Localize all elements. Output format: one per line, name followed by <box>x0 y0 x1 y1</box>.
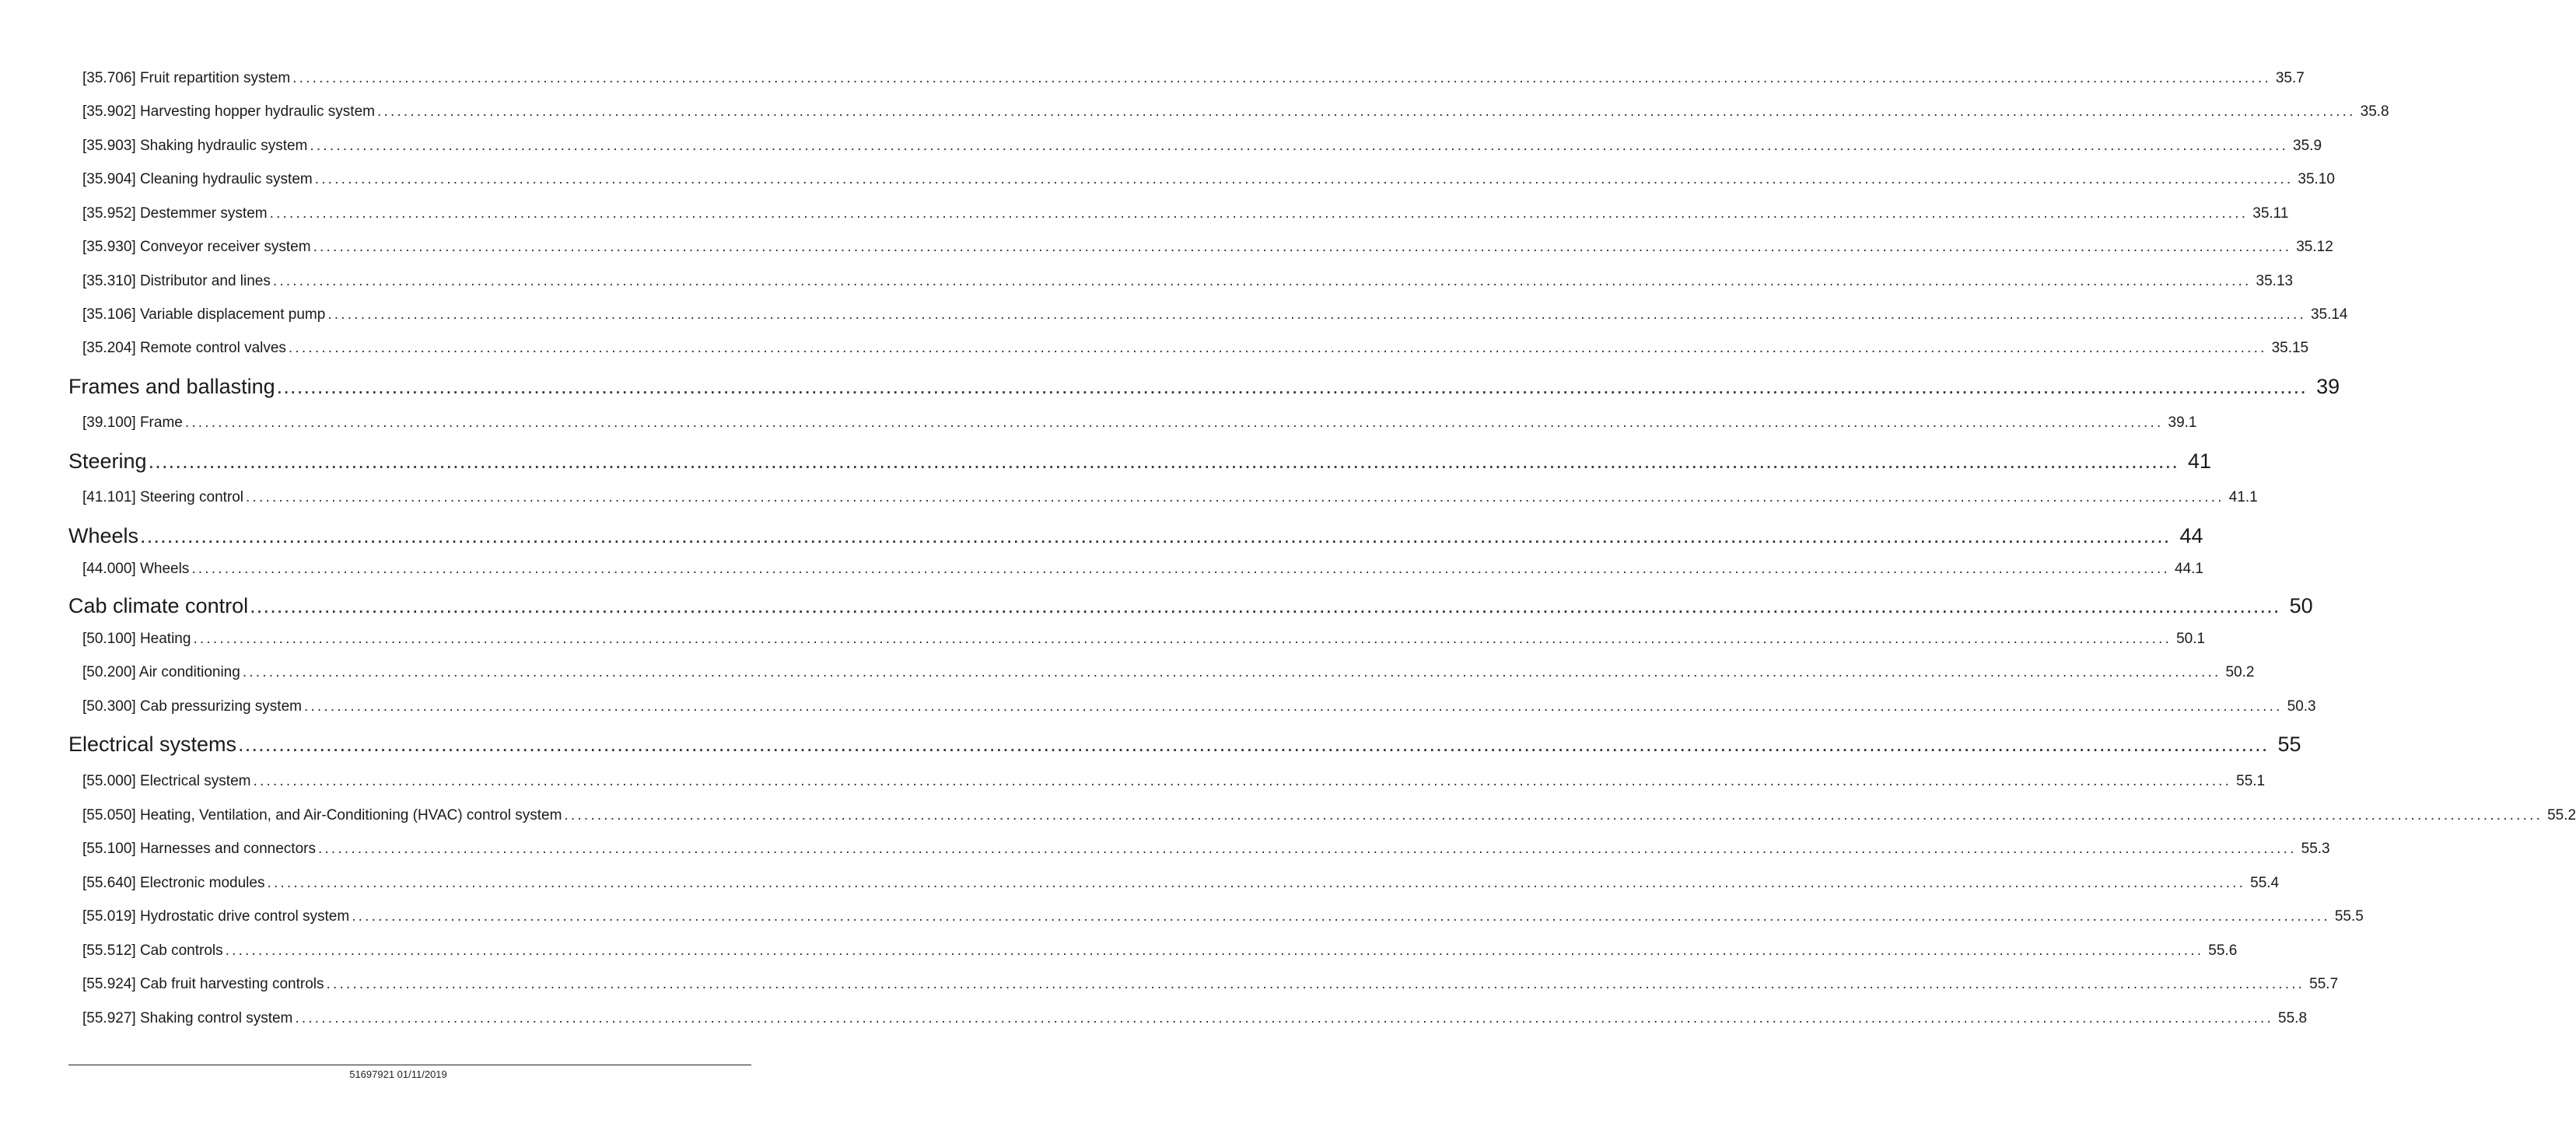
toc-chapter-title: Wheels <box>68 524 139 547</box>
toc-entry[interactable] <box>82 103 2389 121</box>
toc-entry[interactable] <box>82 1009 2308 1028</box>
toc-entry-page: 35.8 <box>2360 103 2389 120</box>
toc-chapter-page: 44 <box>2179 524 2203 547</box>
toc-entry[interactable] <box>82 806 2576 825</box>
dot-leader: ............................................................................................................................................................................................................................................................................................................ <box>295 1010 2274 1026</box>
dot-leader: ............................................................................................................................................................................................................................................................................................................ <box>250 594 2280 617</box>
toc-entry-page: 44.1 <box>2174 561 2203 577</box>
toc-chapter[interactable] <box>68 731 2301 757</box>
toc-entry-page: 55.6 <box>2208 942 2238 959</box>
toc-entry[interactable] <box>82 907 2364 926</box>
toc-entry-title: [39.100] Frame <box>82 414 183 431</box>
toc-chapter-title: Steering <box>68 449 147 473</box>
dot-leader: ............................................................................................................................................................................................................................................................................................................ <box>191 561 2170 577</box>
dot-leader: ............................................................................................................................................................................................................................................................................................................ <box>303 698 2283 715</box>
toc-chapter-page: 41 <box>2188 449 2212 473</box>
toc-entry[interactable] <box>82 630 2206 649</box>
dot-leader: ............................................................................................................................................................................................................................................................................................................ <box>292 70 2271 86</box>
dot-leader: ............................................................................................................................................................................................................................................................................................................ <box>327 306 2306 323</box>
toc-entry-title: [55.100] Harnesses and connectors <box>82 841 316 857</box>
dot-leader: ............................................................................................................................................................................................................................................................................................................ <box>246 489 2224 505</box>
toc-entry-page: 35.7 <box>2275 70 2305 86</box>
toc-chapter[interactable] <box>68 523 2203 549</box>
dot-leader: ............................................................................................................................................................................................................................................................................................................ <box>352 908 2330 925</box>
dot-leader: ............................................................................................................................................................................................................................................................................................................ <box>288 340 2267 356</box>
toc-chapter-title: Frames and ballasting <box>68 375 275 398</box>
dot-leader: ............................................................................................................................................................................................................................................................................................................ <box>313 239 2292 255</box>
toc-entry[interactable] <box>82 975 2339 994</box>
toc-entry-title: [55.640] Electronic modules <box>82 875 265 891</box>
toc-chapter[interactable] <box>68 593 2313 619</box>
toc-entry[interactable] <box>82 772 2266 791</box>
toc-entry-title: [35.904] Cleaning hydraulic system <box>82 171 313 187</box>
dot-leader: ............................................................................................................................................................................................................................................................................................................ <box>253 773 2232 789</box>
toc-entry-title: [44.000] Wheels <box>82 561 190 577</box>
toc-entry-page: 55.1 <box>2236 773 2266 789</box>
dot-leader: ............................................................................................................................................................................................................................................................................................................ <box>193 631 2172 647</box>
dot-leader: ............................................................................................................................................................................................................................................................................................................ <box>272 273 2252 289</box>
toc-entry-title: [35.930] Conveyor receiver system <box>82 239 311 255</box>
toc-entry-title: [35.310] Distributor and lines <box>82 273 271 289</box>
toc-entry-page: 35.11 <box>2252 205 2289 222</box>
toc-entry-title: [35.903] Shaking hydraulic system <box>82 138 308 154</box>
toc-entry-page: 41.1 <box>2228 489 2258 505</box>
toc-entry[interactable] <box>82 414 2197 432</box>
dot-leader: ............................................................................................................................................................................................................................................................................................................ <box>564 807 2543 824</box>
dot-leader: ............................................................................................................................................................................................................................................................................................................ <box>326 976 2305 992</box>
toc-entry-page: 35.9 <box>2293 138 2322 154</box>
toc-entry-page: 50.3 <box>2287 698 2316 715</box>
toc-entry[interactable] <box>82 306 2348 324</box>
toc-entry-page: 35.13 <box>2256 273 2294 289</box>
dot-leader: ............................................................................................................................................................................................................................................................................................................ <box>276 375 2308 398</box>
toc-entry[interactable] <box>82 560 2203 579</box>
toc-entry-title: [50.200] Air conditioning <box>82 664 240 680</box>
toc-entry-title: [35.106] Variable displacement pump <box>82 306 326 323</box>
toc-entry-title: [55.927] Shaking control system <box>82 1010 293 1026</box>
dot-leader: ............................................................................................................................................................................................................................................................................................................ <box>242 664 2221 680</box>
dot-leader: ............................................................................................................................................................................................................................................................................................................ <box>238 733 2269 756</box>
toc-chapter-page: 55 <box>2277 733 2301 756</box>
toc-entry[interactable] <box>82 170 2335 189</box>
dot-leader: ............................................................................................................................................................................................................................................................................................................ <box>148 449 2179 473</box>
toc-entry-page: 55.2 <box>2547 807 2576 824</box>
toc-entry[interactable] <box>82 339 2309 358</box>
toc-entry-title: [35.952] Destemmer system <box>82 205 268 222</box>
toc-entry[interactable] <box>82 840 2330 858</box>
toc-entry[interactable] <box>82 698 2316 716</box>
toc-entry-page: 55.4 <box>2250 875 2280 891</box>
toc-entry-title: [55.019] Hydrostatic drive control system <box>82 908 350 925</box>
toc-entry-title: [50.300] Cab pressurizing system <box>82 698 302 715</box>
toc-entry-title: [55.512] Cab controls <box>82 942 223 959</box>
toc-entry-page: 50.1 <box>2176 631 2206 647</box>
toc-chapter-title: Electrical systems <box>68 733 237 756</box>
toc-entry-title: [55.924] Cab fruit harvesting controls <box>82 976 324 992</box>
toc-chapter-page: 39 <box>2316 375 2340 398</box>
toc-entry-page: 39.1 <box>2168 414 2197 431</box>
dot-leader: ............................................................................................................................................................................................................................................................................................................ <box>310 138 2289 154</box>
toc-entry-title: [50.100] Heating <box>82 631 191 647</box>
toc-chapter-title: Cab climate control <box>68 594 249 617</box>
toc-entry-page: 55.3 <box>2301 841 2330 857</box>
toc-entry[interactable] <box>82 205 2289 223</box>
toc-entry-title: [35.204] Remote control valves <box>82 340 286 356</box>
toc-chapter[interactable] <box>68 448 2212 474</box>
dot-leader: ............................................................................................................................................................................................................................................................................................................ <box>376 103 2356 120</box>
dot-leader: ............................................................................................................................................................................................................................................................................................................ <box>140 524 2171 547</box>
dot-leader: ............................................................................................................................................................................................................................................................................................................ <box>269 205 2249 222</box>
toc-chapter-page: 50 <box>2289 594 2313 617</box>
toc-entry-title: [41.101] Steering control <box>82 489 244 505</box>
toc-entry-page: 50.2 <box>2225 664 2255 680</box>
toc-entry[interactable] <box>82 238 2333 257</box>
toc-entry-title: [55.000] Electrical system <box>82 773 251 789</box>
toc-entry[interactable] <box>82 137 2322 156</box>
dot-leader: ............................................................................................................................................................................................................................................................................................................ <box>314 171 2294 187</box>
toc-entry-page: 35.14 <box>2310 306 2348 323</box>
toc-entry-title: [55.050] Heating, Ventilation, and Air-Conditioning (HVAC) control system <box>82 807 562 824</box>
toc-entry-title: [35.706] Fruit repartition system <box>82 70 291 86</box>
toc-entry[interactable] <box>82 488 2258 507</box>
footer-doc-reference: 51697921 01/11/2019 <box>349 1068 447 1080</box>
toc-entry[interactable] <box>82 663 2255 682</box>
toc-entry-page: 55.8 <box>2278 1010 2308 1026</box>
toc-entry-title: [35.902] Harvesting hopper hydraulic system <box>82 103 375 120</box>
toc-entry[interactable] <box>82 69 2305 88</box>
toc-entry[interactable] <box>82 272 2294 291</box>
toc-entry-page: 35.12 <box>2296 239 2333 255</box>
toc-entry-page: 35.10 <box>2298 171 2335 187</box>
toc-entry[interactable] <box>82 942 2238 960</box>
toc-entry-page: 55.5 <box>2334 908 2364 925</box>
toc-entry[interactable] <box>82 874 2280 893</box>
dot-leader: ............................................................................................................................................................................................................................................................................................................ <box>184 414 2164 431</box>
dot-leader: ............................................................................................................................................................................................................................................................................................................ <box>317 841 2297 857</box>
toc-chapter[interactable] <box>68 373 2340 400</box>
toc-entry-page: 35.15 <box>2271 340 2309 356</box>
dot-leader: ............................................................................................................................................................................................................................................................................................................ <box>267 875 2246 891</box>
toc-entry-page: 55.7 <box>2309 976 2339 992</box>
dot-leader: ............................................................................................................................................................................................................................................................................................................ <box>225 942 2204 959</box>
